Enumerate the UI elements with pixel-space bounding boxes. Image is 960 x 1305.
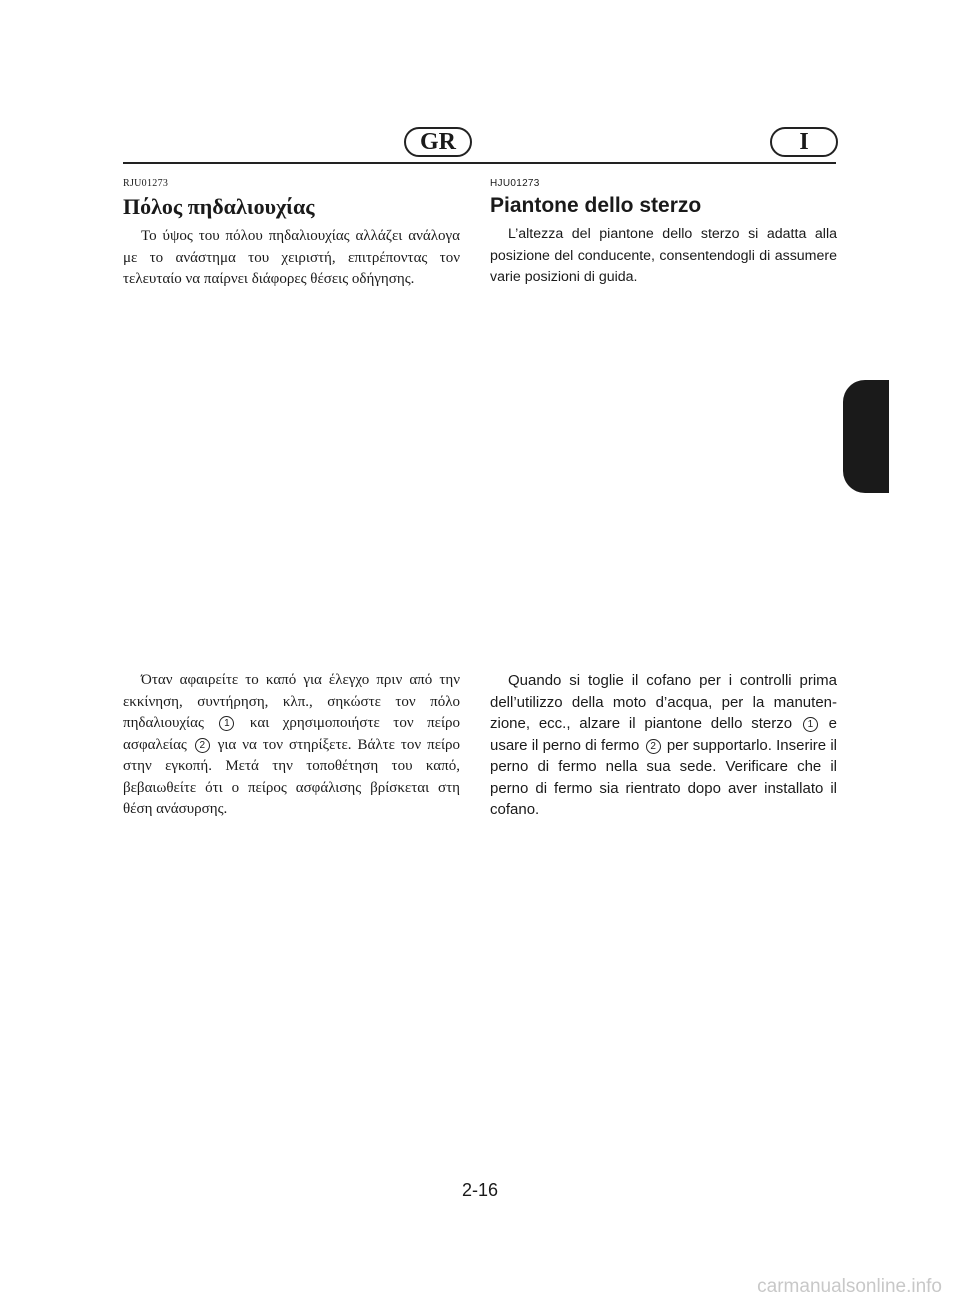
italian-section-code: HJU01273 (490, 178, 540, 189)
greek-paragraph-2-block (123, 670, 460, 821)
greek-column (123, 178, 460, 291)
italian-paragraph-2-part-c: per supportarlo. Inserire il perno di fermo nella sua sede. Verificare che il perno di fermo sia rientrato dopo aver installato il cofano. (490, 736, 838, 818)
italian-section-title: Piantone dello sterzo (490, 194, 702, 217)
greek-paragraph-2 (123, 670, 460, 821)
chapter-tab-marker (843, 380, 889, 493)
italian-paragraph-2 (490, 670, 837, 821)
callout-1-marker: 1 (219, 716, 234, 731)
italian-column (490, 178, 837, 289)
watermark-text: carmanualsonline.info (757, 1276, 942, 1297)
italian-paragraph-2-part-b: e usare il perno di fermo (490, 715, 837, 754)
callout-2-marker: 2 (195, 738, 210, 753)
greek-paragraph-1: Το ύψος του πόλου πηδαλιουχίας αλλάζει ανάλογα με το ανάστημα του χειριστή, επιτρέποντας τον τελευταίο να παίρνει διάφορες θέσεις οδήγησης. (123, 228, 460, 287)
language-badge-i: I (770, 127, 838, 157)
language-badge-gr: GR (404, 127, 472, 157)
greek-section-code: RJU01273 (123, 178, 169, 189)
callout-1-marker: 1 (803, 717, 818, 732)
greek-paragraph-2-part-c: για να τον στηρίξετε. Βάλτε τον πείρο στην εγκοπή. Μετά την τοποθέτηση του καπό, βεβαιωθείτε ότι ο πείρος ασφάλισης βρίσκεται στη θέση ανάσυρσης. (123, 736, 461, 817)
greek-section-title: Πόλος πηδαλιουχίας (123, 194, 315, 219)
greek-paragraph-2-part-a: Όταν αφαιρείτε το καπό για έλεγχο πριν από την εκκίνηση, συντήρηση, κλπ., σηκώστε τον πόλο πηδαλιουχίας (123, 672, 460, 731)
italian-paragraph-1: L’altezza del piantone dello sterzo si adatta alla posizione del conducente, consentendogli di assumere varie posizioni di guida. (490, 226, 837, 285)
page-number: 2-16 (461, 1180, 499, 1200)
greek-paragraph-2-part-b: και χρησιμοποιήστε τον πείρο ασφαλείας (123, 715, 461, 753)
callout-2-marker: 2 (646, 739, 661, 754)
header-rule (123, 162, 836, 164)
italian-paragraph-2-block (490, 670, 837, 821)
italian-paragraph-2-part-a: Quando si toglie il cofano per i controlli prima dell’utilizzo della moto d’acqua, per la manuten-zione, ecc., alzare il piantone dello sterzo (490, 672, 837, 732)
